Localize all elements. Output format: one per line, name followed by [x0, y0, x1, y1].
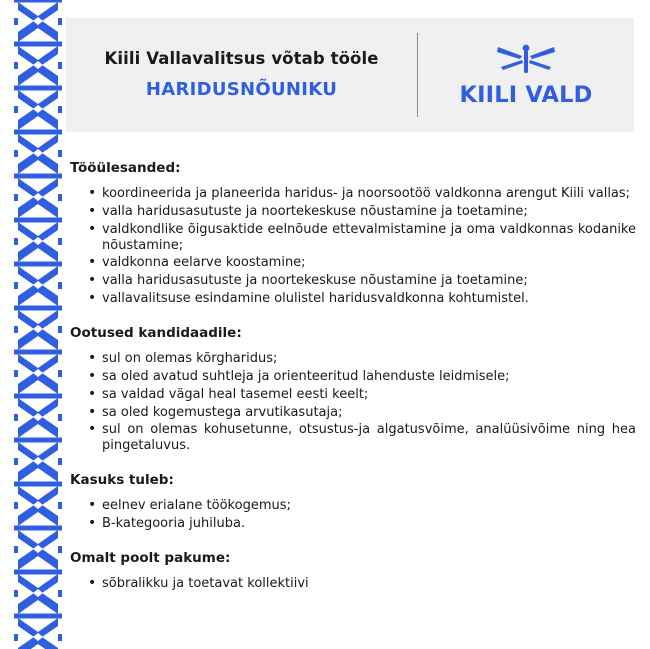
list-item: • sa valdad vägal heal tasemel eesti keelt;	[88, 387, 638, 403]
list-item: • eelnev erialane töökogemus;	[88, 498, 638, 514]
list-item: • valdkondlike õigusaktide eelnõude ettevalmistamine ja oma valdkonnas kodanike nõustamine;	[88, 222, 638, 254]
dragonfly-icon	[495, 43, 557, 81]
list-item: • koordineerida ja planeerida haridus- ja noorsootöö valdkonna arengut Kiili vallas;	[88, 186, 638, 202]
list-item: • B-kategooria juhiluba.	[88, 516, 638, 532]
logo-block	[418, 43, 634, 108]
list-item: • sõbralikku ja toetavat kollektiivi	[88, 576, 638, 592]
section-advantages	[66, 472, 638, 532]
page-title: Kiili Vallavalitsus võtab tööle	[104, 49, 379, 69]
list-item: • vallavalitsuse esindamine olulistel haridusvaldkonna kohtumistel.	[88, 291, 638, 307]
list-item: • sa oled avatud suhtleja ja orienteeritud lahenduste leidmisele;	[88, 369, 638, 385]
list-item: • valla haridusasutuste ja noortekeskuse nõustamine ja toetamine;	[88, 204, 638, 220]
section-heading: Ootused kandidaadile:	[70, 325, 242, 342]
section-expectations	[66, 325, 638, 454]
section-heading: Kasuks tuleb:	[70, 472, 174, 489]
content-body	[66, 160, 638, 594]
logo-text: KIILI VALD	[459, 81, 593, 108]
section-list	[66, 351, 638, 454]
folk-pattern-band	[14, 0, 62, 649]
list-item: • sul on olemas kõrgharidus;	[88, 351, 638, 367]
list-item: • sa oled kogemustega arvutikasutaja;	[88, 405, 638, 421]
section-list	[66, 186, 638, 307]
list-item: • valdkonna eelarve koostamine;	[88, 255, 638, 271]
section-list	[66, 498, 638, 532]
section-heading: Tööülesanded:	[70, 160, 181, 176]
header-title-block	[66, 47, 417, 103]
job-position-title: HARIDUSNÕUNIKU	[145, 78, 338, 100]
section-heading: Omalt poolt pakume:	[70, 549, 231, 566]
section-offer	[66, 550, 638, 592]
header-banner	[66, 18, 634, 132]
list-item: • sul on olemas kohusetunne, otsustus-ja algatusvõime, analüüsivõime ning hea pingetaluvus.	[88, 422, 638, 454]
list-item: • valla haridusasutuste ja noortekeskuse nõustamine ja toetamine;	[88, 273, 638, 289]
section-list	[66, 576, 638, 592]
section-tasks	[66, 160, 638, 307]
